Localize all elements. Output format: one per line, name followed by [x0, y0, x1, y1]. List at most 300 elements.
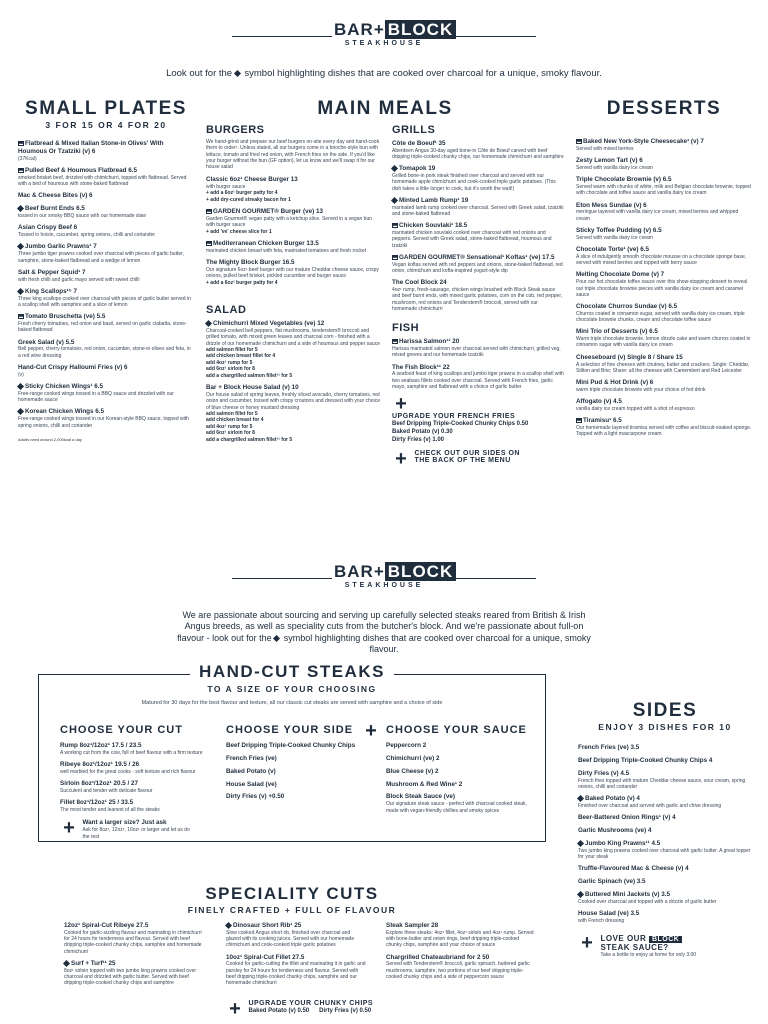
fish-list: [392, 338, 564, 390]
menu-item-name: [226, 793, 376, 801]
menu-item-price: 7: [91, 243, 97, 251]
menu-item: [386, 755, 536, 763]
menu-item-name: [392, 279, 564, 287]
charcoal-diamond-icon: [17, 383, 24, 390]
menu-item-title: Mushroom & Red Wine¹: [386, 780, 457, 788]
menu-item-desc: Pour our hot chocolate toffee sauce over this show-stopping dessert to reveal our triple chocolate brownie pieces with vanilla dairy ice cream and caramel sauce: [576, 279, 748, 298]
charcoal-diamond-icon: [205, 320, 212, 327]
menu-item: [576, 176, 752, 196]
menu-item-name: [386, 768, 536, 776]
charcoal-diamond-icon: [391, 197, 398, 204]
menu-item-addon: + add 've' cheese slice for 1: [206, 228, 272, 235]
menu-item-name: [576, 379, 752, 387]
menu-item-title: Salt & Pepper Squid¹: [18, 268, 81, 276]
menu-item-desc: The most tender and leanest of all the steaks: [60, 807, 160, 814]
charcoal-diamond-icon: [577, 840, 584, 847]
menu-item-price: 4: [707, 756, 713, 764]
menu-item-desc: marinated chicken souvlaki cooked over charcoal with red onions and peppers. Served with Greek salad, stone-baked flatbread, houmous and tzatziki: [392, 230, 552, 249]
menu-item-title: House Salad (ve): [578, 910, 629, 918]
menu-item: [392, 364, 564, 391]
menu-item-title: Chimichurri Mixed Vegetables (ve): [213, 320, 316, 328]
menu-item: [576, 328, 752, 348]
menu-item: [578, 770, 752, 790]
menu-item-title: King Scallops¹⁵: [25, 287, 72, 295]
check-sides-block: [392, 448, 564, 471]
menu-item-desc: Served with Tenderstem® broccoli, garlic spinach, buttered garlic mushrooms, samphire, two portions of our beef dripping triple-cooked chunky chips and a side of peppercorn sauce: [386, 961, 530, 980]
menu-item-price: 6.5: [126, 166, 137, 174]
speciality-subtitle: FINELY CRAFTED + FULL OF FLAVOUR: [187, 905, 397, 915]
menu-item-addon: add 4oz¹ rump for 5: [206, 423, 253, 430]
brand-subtitle: STEAKHOUSE: [344, 40, 424, 47]
menu-item: [392, 222, 564, 249]
menu-item: [578, 840, 752, 860]
menu-item-name: [576, 176, 752, 184]
menu-item: [18, 224, 194, 238]
menu-item-desc: meringue layered with vanilla dairy ice cream, mixed berries and whipped cream: [576, 209, 739, 222]
menu-item-desc: Our signature 6oz¹ beef burger with our mature Cheddar cheese sauce, crispy onions, pulled beef brisket, pickled cucumber and burger sauce: [206, 267, 379, 280]
menu-item-price: 35: [436, 140, 446, 147]
menu-item: [18, 243, 194, 263]
menu-item-name: [18, 140, 194, 156]
menu-item-title: Block Steak Sauce (ve): [386, 793, 455, 801]
menu-item-desc: 4oz¹ rump, fresh-sausage, chicken wings brushed with Block Steak sauce and beef burnt ends, with mixed garlic potatoes, corn on the cob, red pepper, mushroom, red onions and Tenderstem® broccoli, served with our homemade chimichurri: [392, 287, 563, 312]
charcoal-diamond-icon: [577, 891, 584, 898]
grills-title: GRILLS: [392, 124, 436, 136]
menu-item-desc: Served with vanilla dairy ice cream: [576, 164, 653, 171]
menu-item-name: [18, 313, 194, 321]
menu-item-desc: Three king scallops cooked over charcoal with pieces of garlic butter served in a scallop shell with samphire and a slice of lemon: [18, 295, 191, 308]
menu-item-title: Rump 8oz¹/12oz¹: [60, 742, 111, 749]
menu-item-desc: Grilled bone-in pork steak finished over charcoal and served with our homemade apple chimichurri and cook-cooked triple garlic potatoes. (This dish takes a little longer to cook, but it's worth the wait!): [392, 173, 556, 192]
menu-item-name: [226, 922, 366, 930]
menu-item: [392, 140, 564, 160]
menu-item-desc: Slow cooked Angus short rib, finished over charcoal and glazed with its cooking juices. Served with our homemade chimichurri and cook-cooked triple garlic potatoes: [226, 929, 355, 949]
menu-item: [576, 417, 752, 437]
side-column: [226, 724, 376, 806]
menu-item-name: [578, 891, 752, 899]
menu-item-price: 6.5: [611, 417, 622, 425]
menu-item: [18, 383, 194, 403]
charcoal-tag-icon: ▬: [207, 209, 211, 215]
menu-item-title: Chicken Souvlaki¹: [399, 222, 454, 230]
menu-item-desc: Free-range cooked wings tossed in our Korean-style BBQ sauce, topped with spring onions, chilli and coriander: [18, 416, 189, 429]
menu-item-price: 19: [426, 165, 436, 173]
menu-item-price: 6: [648, 379, 654, 387]
menu-item-title: Affogato (v): [576, 398, 612, 406]
menu-item-addon: add chicken breast fillet for 4: [206, 353, 276, 360]
menu-item-title: Sirloin 8oz¹/12oz¹: [60, 780, 112, 788]
menu-item-addon: + add a 6oz¹ burger patty for 4: [206, 190, 278, 197]
menu-item: [392, 254, 564, 274]
cut-title: CHOOSE YOUR CUT: [60, 724, 183, 736]
menu-item-price: 17.5 / 23.5: [110, 742, 142, 749]
menu-item-name: [64, 960, 204, 968]
menu-item-price: 4: [646, 827, 652, 835]
menu-item-desc: Vegan koftas served with red peppers and onions, stone-baked flatbread, red onion, chimichurri and kofta-inspired yogurt-style dip: [392, 261, 563, 275]
menu-item: [386, 742, 536, 750]
sauce-list: [386, 742, 536, 814]
menu-item: [226, 922, 366, 949]
menu-item-price: 6.5: [647, 328, 658, 336]
logo-rule-left-2: [232, 578, 332, 579]
menu-item: [206, 176, 381, 203]
sourcing-intro: We are passionate about sourcing and serving up carefully selected steaks reared from British & Irish Angus breeds, as well as speciality cuts from the butcher's block. And we're passionate about full-on flavour - look out for the symbol highlighting dishes that are cooked over charcoal for a unique, smoky flavour.: [177, 610, 591, 654]
menu-item: [576, 398, 752, 412]
menu-item-desc: A seafood feast of king scallops and jumbo tiger prawns in a scallop shell with two seabass fillets cooked over charcoal. Served with French fries, garlic mayo, samphire and flatbread with a choice of garlic butter: [392, 371, 564, 390]
charcoal-tag-icon: ▬: [19, 167, 23, 173]
menu-item-price: 22: [440, 363, 450, 371]
menu-item-desc: 8oz¹ sirloin topped with two jumbo king prawns cooked over charcoal and drizzled with garlic butter. Served with beef dripping triple-cooked chunky chips and samphire: [64, 967, 197, 987]
sides-title: SIDES: [632, 700, 698, 721]
menu-item-desc: with fresh chilli and garlic mayo served with sweet chilli: [18, 276, 140, 283]
menu-item-name: [576, 417, 752, 425]
charcoal-tag-icon: ▬: [393, 338, 397, 344]
menu-item: [226, 781, 376, 789]
menu-item-name: [386, 781, 536, 789]
cut-column: [60, 724, 208, 840]
upgrade-chips-title: UPGRADE YOUR CHUNKY CHIPS: [248, 1000, 374, 1007]
menu-item: [576, 227, 752, 241]
sides-list: [578, 744, 752, 924]
menu-item-title: Chocolate Churros Sundae (v): [576, 303, 667, 311]
upgrade-option: Beef Dripping Triple-Cooked Chunky Chips 0.50: [392, 421, 529, 428]
menu-item-title: Côte de Boeuf¹: [392, 140, 437, 147]
menu-item-desc: Two jumbo king prawns cooked over charcoal with garlic butter. A great topper for your steak: [578, 847, 751, 861]
menu-item-title: Blue Cheese (v): [386, 767, 434, 775]
menu-item-addon: + add a 6oz¹ burger patty for 4: [206, 279, 278, 286]
charcoal-tag-icon: ▬: [393, 254, 397, 260]
menu-item-desc: Cooked for garlic-sizzling flavour and marinating in chimichurri for 24 hours for tenderness and flavour. Served with beef dripping triple-cooked chunky chips, samphire and homemade chimichurri: [64, 929, 202, 955]
menu-item-price: 5.5: [94, 313, 106, 321]
sauce-promo-desc: Take a bottle to enjoy at home for only 3.00: [600, 952, 697, 959]
fish-title: FISH: [392, 322, 420, 335]
burgers-title: BURGERS: [206, 124, 265, 136]
menu-item-name: [18, 205, 194, 213]
menu-item: [386, 793, 536, 813]
menu-item-title: Buttered Mini Jackets (v): [585, 890, 660, 898]
brand-logo: BAR+ BLOCK STEAKHOUSE: [334, 20, 434, 47]
menu-item-name: [576, 227, 752, 235]
menu-item-title: Beer-Battered Onion Rings¹ (v): [578, 814, 671, 822]
grills-list: [392, 140, 564, 312]
menu-item-price: 6: [90, 147, 96, 155]
steaks-subtitle: TO A SIZE OF YOUR CHOOSING: [207, 684, 377, 694]
menu-item: [576, 303, 752, 323]
menu-item-price: 4: [670, 814, 676, 822]
menu-item: [576, 271, 752, 298]
menu-item-title: Mediterranean Chicken Burger: [213, 240, 305, 248]
menu-item-name: [576, 398, 752, 406]
small-plates-list: [18, 140, 194, 429]
menu-item-addon: add salmon fillet for 5: [206, 346, 258, 353]
menu-item: [60, 742, 208, 756]
menu-item-name: [18, 408, 194, 416]
charcoal-diamond-icon: [273, 635, 280, 642]
menu-item-name: [578, 744, 752, 752]
menu-item-price: 6: [122, 363, 128, 371]
main-meals-title: MAIN MEALS: [317, 98, 453, 119]
menu-item-title: Classic 6oz¹ Cheese Burger: [206, 176, 289, 184]
sauce-promo-title: LOVE OUR BLOCK STEAK SAUCE?: [600, 934, 740, 952]
menu-item-title: Flatbread & Mixed Italian Stone-in Olives' With Houmous Or Tzatziki (v): [18, 140, 164, 155]
sauce-title: CHOOSE YOUR SAUCE: [386, 724, 527, 736]
menu-item-title: Minted Lamb Rump¹: [399, 196, 460, 204]
menu-item-title: 10oz¹ Spiral-Cut Fillet: [226, 953, 291, 961]
salad-list: [206, 320, 381, 443]
menu-item-name: [18, 243, 194, 251]
menu-item: [578, 891, 752, 905]
menu-item-title: Tiramisu¹: [583, 417, 612, 425]
menu-item-name: [386, 922, 536, 930]
menu-item: [386, 954, 536, 981]
menu-item-desc: Bell pepper, cherry tomatoes, red onion, cucumber, stone-in olives and feta, in a red wine dressing: [18, 346, 191, 359]
menu-item-title: Jumbo Garlic Prawns¹: [25, 243, 92, 251]
charcoal-diamond-icon: [225, 922, 232, 929]
menu-item: [576, 354, 752, 374]
menu-item: [578, 910, 752, 924]
menu-item-name: [18, 364, 194, 372]
menu-item-desc: Tossed in hoisin, cucumber, spring onions, chilli and coriander: [18, 232, 156, 239]
menu-item-price: 6.5: [92, 383, 103, 391]
menu-item-title: Tomapok: [399, 165, 427, 173]
menu-item-price: 6.5: [638, 246, 650, 254]
menu-item: [578, 795, 752, 809]
charcoal-tag-icon: ▬: [19, 314, 23, 320]
upgrade-fries-title: UPGRADE YOUR FRENCH FRIES: [392, 413, 516, 421]
menu-item-name: [206, 240, 381, 248]
menu-item-name: [576, 271, 752, 279]
menu-item-price: 27.5: [134, 922, 149, 929]
menu-item-name: [576, 328, 752, 336]
menu-item-name: [18, 339, 194, 347]
menu-item-name: [60, 761, 208, 769]
menu-item-price: 6.5: [74, 205, 85, 213]
plus-icon: +: [63, 817, 75, 840]
menu-item-name: [576, 303, 752, 311]
menu-item-title: Pulled Beef & Houmous Flatbread: [25, 166, 127, 174]
menu-item-name: [18, 269, 194, 277]
menu-item: [226, 755, 376, 763]
menu-item-desc: Harissa marinated salmon over charcoal served with chimichurri, grilled veg, mixed greens and our homemade tzatziki: [392, 346, 561, 359]
menu-item: [64, 922, 204, 955]
menu-item-price: 6.5: [666, 303, 678, 311]
menu-item-title: Chocolate Torte¹ (ve): [576, 246, 639, 254]
menu-item-desc: (37Kcal): [18, 155, 37, 162]
charcoal-tag-icon: ▬: [393, 223, 397, 229]
menu-item-desc: A slice of indulgently smooth chocolate mousse on a chocolate sponge base, served with mixed berries and topped with berry sauce: [576, 253, 747, 267]
menu-item-addon: add 6oz¹ sirloin for 8: [206, 366, 255, 373]
menu-item: [392, 338, 564, 358]
menu-item-title: Truffle-Flavoured Mac & Cheese (v): [578, 865, 684, 873]
charcoal-diamond-icon: [577, 795, 584, 802]
charcoal-diamond-icon: [63, 960, 70, 967]
menu-item-desc: Our homemade layered tiramisu served with coffee and biscuit-soaked sponge. Topped with a light mascarpone cream: [576, 425, 752, 438]
menu-item-desc: Garden Gourmet® vegan patty with a ketchup slice. Served in a vegan bun with burger sauce: [206, 216, 373, 229]
menu-item-price: 4.5: [611, 398, 622, 406]
menu-item-desc: well marbled for the great cooks - soft texture and rich flavour: [60, 768, 196, 775]
menu-item: [18, 269, 194, 283]
upgrade-option: Baked Potato (v) 0.30: [392, 429, 453, 436]
menu-item-desc: Cooked over charcoal and topped with a drizzle of garlic butter: [578, 898, 717, 905]
menu-item-price: 18.5: [453, 222, 468, 230]
menu-item-addon: + add dry-cured streaky bacon for 1: [206, 196, 291, 203]
upgrade-option: Dirty Fries (v) 1.00: [392, 437, 445, 444]
menu-item-addon: add 4oz¹ rump for 5: [206, 359, 253, 366]
menu-item: [576, 246, 752, 266]
menu-item-title: Sticky Toffee Pudding (v): [576, 226, 652, 234]
menu-item-desc: warm triple chocolate brownie with your choice of hot drink: [576, 386, 706, 393]
desserts-section: [576, 98, 752, 443]
menu-item-title: Beef Burnt Ends: [25, 205, 75, 213]
charcoal-diamond-icon: [17, 243, 24, 250]
menu-item-addon: add salmon fillet for 5: [206, 410, 258, 417]
menu-item-title: Beef Dripping Triple-Cooked Chunky Chips: [578, 756, 708, 764]
speciality-column-3: [386, 922, 536, 985]
menu-item-price: 13: [314, 208, 323, 216]
menu-item-name: [226, 781, 376, 789]
menu-item-price: 6: [637, 157, 643, 165]
menu-item-price: 7: [658, 271, 665, 279]
menu-item-title: Baked New York-Style Cheesecake¹ (v): [583, 138, 699, 145]
menu-item-price: 4: [683, 865, 689, 873]
menu-item-addon: add a chargrilled salmon fillet¹¹ for 5: [206, 436, 293, 443]
menu-item: [206, 384, 381, 443]
menu-item-price: 3.5: [628, 910, 640, 918]
menu-item: [60, 761, 208, 775]
plus-icon: +: [365, 720, 377, 742]
charcoal-intro: Look out for the symbol highlighting dishes that are cooked over charcoal for a unique, smoky flavour.: [166, 68, 602, 79]
menu-item-price: 6: [71, 224, 78, 232]
menu-item-addon: add a chargrilled salmon fillet¹¹ for 5: [206, 372, 293, 379]
menu-item-price: 2: [421, 742, 427, 749]
sauce-column: [386, 724, 536, 819]
menu-item-title: Eton Mess Sundae (v): [576, 201, 642, 209]
menu-item-name: [226, 755, 376, 763]
menu-item: [392, 197, 564, 217]
menu-item-desc: Our signature steak sauce - perfect with charcoal cooked steak, made with vegan-friendly chillies and smoky spices: [386, 801, 527, 814]
check-sides-text: CHECK OUT OUR SIDES ON THE BACK OF THE MENU: [414, 450, 520, 465]
menu-item-title: Chimichurri (ve): [386, 754, 435, 762]
menu-item: [18, 313, 194, 333]
grills-column: [392, 124, 564, 471]
menu-item: [64, 960, 204, 987]
menu-item-title: Asian Crispy Beef: [18, 224, 72, 232]
upgrade-option: Dirty Fries (v) 0.50: [319, 1008, 372, 1014]
menu-item-name: [386, 742, 536, 750]
charcoal-diamond-icon: [17, 288, 24, 295]
menu-item-desc: (v): [18, 371, 24, 378]
charcoal-diamond-icon: [391, 165, 398, 172]
menu-item-name: [18, 192, 194, 200]
speciality-column-1: [64, 922, 204, 991]
menu-item-title: French Fries (ve): [226, 754, 277, 762]
menu-item-name: [578, 770, 752, 778]
menu-item-desc: Churros coated in cinnamon sugar, served with vanilla dairy ice cream, triple chocolate brownie chunks, cream and chocolate toffee sauce: [576, 310, 745, 324]
upgrade-fries-block: [392, 395, 564, 444]
steaks-note: Matured for 30 days for the best flavour and texture, all our classic cut steaks are served with samphire and a choice of side: [141, 700, 443, 706]
burgers-list: [206, 176, 381, 286]
menu-item-name: [18, 224, 194, 232]
menu-item-name: [386, 755, 536, 763]
menu-item: [578, 814, 752, 822]
menu-item-desc: Warm triple chocolate brownie, lemon drizzle cake and warm churros coated in cinnamon sugar with vanilla dairy ice cream: [576, 336, 751, 349]
steaks-title: HAND-CUT STEAKS: [190, 662, 394, 682]
menu-item-title: French Fries (ve): [578, 744, 629, 751]
menu-item-title: Jumbo King Prawns¹¹: [585, 839, 650, 847]
menu-item: [386, 922, 536, 949]
menu-item: [206, 208, 381, 235]
menu-item-addon: add 6oz¹ sirloin for 8: [206, 430, 255, 437]
menu-item-price: 4: [634, 795, 640, 803]
charcoal-diamond-icon: [17, 408, 24, 415]
menu-item-desc: with burger sauce: [206, 184, 246, 191]
menu-item-price: 20: [450, 338, 460, 346]
menu-item-desc: marinated lamb rump cooked over charcoal. Served with Greek salad, tzatziki and stone-baked flatbread: [392, 204, 564, 218]
bigger-size-block: [60, 819, 208, 839]
menu-item-title: Hand-Cut Crispy Halloumi Fries (v): [18, 363, 123, 371]
menu-item-title: Mini Pud & Hot Drink (v): [576, 379, 649, 387]
menu-item: [578, 865, 752, 873]
menu-item-desc: Finished over charcoal and served with garlic and chive dressing: [578, 802, 722, 809]
menu-item-price: 25: [106, 959, 116, 967]
menu-item: [206, 259, 381, 286]
upgrade-option: Baked Potato (v) 0.50: [248, 1008, 310, 1014]
burgers-intro: We hand-grind and prepare our beef burgers on-site every day and hand-cook them to order¹. Unless stated, all our burgers come in a brioche-style bun with lettuce, tomato and fried red onion, with French fries on the side. If you'd like your burger without the bun (GF option), let us know and we'll swap it for our house salad: [206, 139, 380, 170]
plus-icon: +: [229, 998, 241, 1020]
steak-sides-list: [226, 742, 376, 801]
menu-item-price: 19.5 / 26: [112, 761, 140, 769]
menu-item-price: 25 / 33.5: [106, 799, 134, 807]
menu-item-price: 3.5: [659, 890, 671, 898]
menu-item-title: Tomato Bruschetta (ve): [25, 313, 95, 321]
plus-icon: +: [395, 448, 407, 471]
logo-rule-left: [232, 36, 332, 37]
menu-item-title: Triple Chocolate Brownie (v): [576, 176, 662, 184]
menu-item-price: 7: [71, 287, 77, 295]
menu-item-title: Melting Chocolate Dome (v): [576, 271, 659, 279]
menu-item-name: [18, 383, 194, 391]
menu-item-price: 6: [87, 192, 93, 200]
menu-item-title: Dinosaur Short Rib¹: [233, 922, 293, 929]
menu-item-name: [576, 157, 752, 165]
menu-item: [576, 138, 752, 152]
menu-item-price: 28: [429, 922, 439, 929]
charcoal-diamond-icon: [234, 70, 241, 77]
menu-item-price: 3.5: [628, 744, 640, 751]
menu-item-title: Garlic Spinach (ve): [578, 878, 636, 886]
menu-item-name: [60, 780, 208, 788]
bigger-size-title: Want a larger size? Just ask: [82, 819, 167, 827]
menu-item-title: Mac & Cheese Bites (v): [18, 192, 88, 200]
cut-list: [60, 742, 208, 813]
menu-item-name: [578, 865, 752, 873]
menu-item-title: 12oz¹ Spiral-Cut Ribeye: [64, 922, 135, 929]
menu-item: [392, 279, 564, 312]
menu-item-desc: Our house salad of spring leaves, freshly sliced avocado, cherry tomatoes, red onion and cucumber, tossed with crispy croutons and dressed with your choice of blue cheese or honey mustard dressing: [206, 392, 380, 411]
menu-item-price: 4.5: [649, 839, 661, 847]
menu-item: [18, 192, 194, 200]
menu-item-name: [64, 922, 204, 930]
menu-item-desc: Fresh cherry tomatoes, red onion and basil, served on garlic ciabatta, stone-baked flatbread: [18, 321, 187, 334]
menu-item-title: Cheeseboard (v) Single 8 / Share 15: [576, 353, 683, 361]
menu-item-price: 3.5: [635, 878, 646, 886]
menu-item-title: The Fish Block¹¹: [392, 363, 441, 371]
menu-item-name: [392, 338, 564, 346]
menu-item: [18, 339, 194, 359]
menu-item-name: [226, 742, 376, 750]
menu-item-name: [578, 910, 752, 918]
sides-offer: ENJOY 3 DISHES FOR 10: [598, 722, 732, 732]
